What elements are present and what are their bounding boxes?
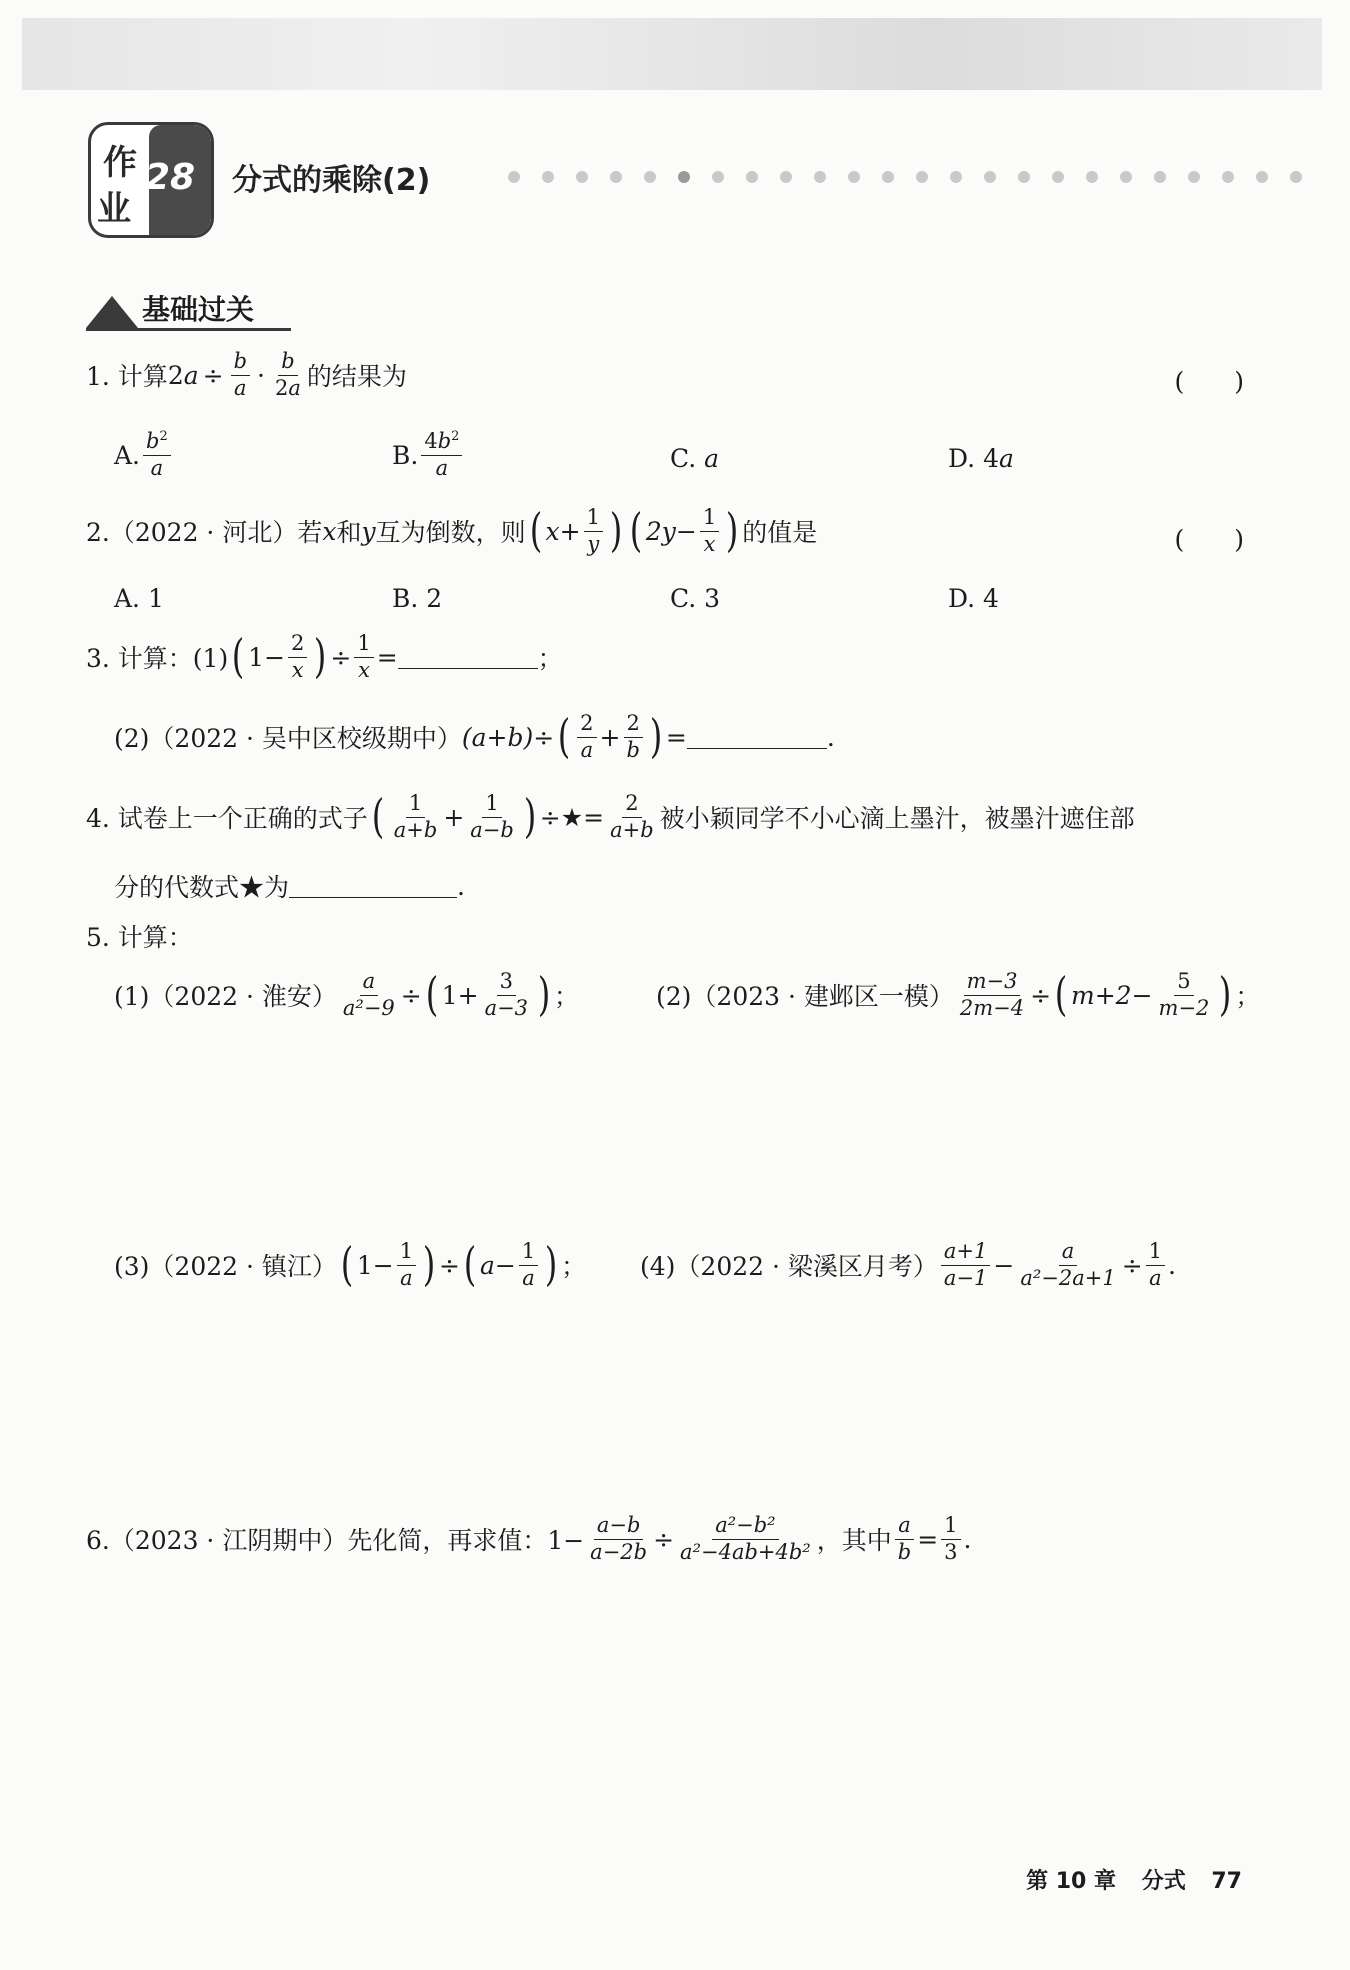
q2-option-d[interactable]: D. 4 <box>948 584 999 613</box>
question-3-part-2: (2)（2022 · 吴中区校级期中） (a+b)÷ ( $\frac{2}{a}$ + $\frac{2}{b}$ ) = . <box>114 709 835 764</box>
section-underline <box>86 328 291 331</box>
section-heading <box>86 288 291 332</box>
fraction: $\frac{b}{a}$ <box>231 350 250 400</box>
answer-blank[interactable] <box>398 646 538 669</box>
badge-number: 28 <box>145 157 196 198</box>
fraction: $\frac{b}{2a}$ <box>274 349 301 400</box>
q1-option-d[interactable]: D. 4 a <box>948 444 1014 473</box>
decorative-dot-row <box>508 171 1302 185</box>
badge-char-2: 业 <box>97 189 131 229</box>
q2-option-c[interactable]: C. 3 <box>670 584 721 613</box>
question-6: 6.（2023 · 江阴期中）先化简，再求值：1− $\frac{a-b}{a-2b}$ ÷ $\frac{\text{a²−b²}}{\text{a²−4ab+4b²}}$ ，其中 $\frac{a}{b}$ = $\frac{1}{3}$ . <box>86 1513 972 1564</box>
q1-option-c[interactable]: C. a <box>670 444 720 473</box>
answer-blank[interactable] <box>289 875 457 898</box>
answer-blank[interactable] <box>687 726 827 749</box>
lesson-title: 分式的乘除(2) <box>232 163 431 198</box>
mountain-icon <box>86 296 138 328</box>
question-2: 2.（2022 · 河北）若 x 和 y 互为倒数，则 ( x+ $\frac{1}{y}$ ) ( 2y− $\frac{1}{x}$ ) 的值是 <box>86 503 818 558</box>
q1-option-b[interactable]: B. $\frac{4b^2}{a}$ <box>392 430 465 480</box>
q2-option-b[interactable]: B. 2 <box>392 584 443 613</box>
question-4: 4. 试卷上一个正确的式子 ( $\frac{1}{a+b}$ + $\frac{1}{a-b}$ ) ÷★= $\frac{2}{a+b}$ 被小颖同学不小心滴上墨汁，被墨汁遮住部 <box>86 789 1135 844</box>
answer-paren-q2: ( ) <box>1174 525 1244 554</box>
q2-option-a[interactable]: A. 1 <box>114 584 164 613</box>
question-3-part-1: 3. 计算：(1) ( 1− $\frac{2}{x}$ ) ÷ $\frac{1}{x}$ = ； <box>86 629 563 684</box>
badge-char-1: 作 <box>103 143 137 183</box>
q1-option-a[interactable]: A. $\frac{b^2}{a}$ <box>114 430 174 480</box>
question-5-part-3: (3)（2022 · 镇江） ( 1− $\frac{1}{a}$ ) ÷ ( a− $\frac{1}{a}$ ) ； <box>114 1237 587 1292</box>
page-number: 77 <box>1211 1869 1242 1894</box>
question-5-part-4: (4)（2022 · 梁溪区月考） $\frac{a+1}{a-1}$ − $\frac{a}{\text{a²−2a+1}}$ ÷ $\frac{1}{a}$ . <box>640 1239 1176 1290</box>
page-top-shadow <box>22 18 1322 90</box>
homework-badge <box>88 122 214 238</box>
question-4-line-2: 分的代数式★为 . <box>114 871 465 902</box>
answer-paren-q1: ( ) <box>1174 367 1244 396</box>
topic-label: 分式 <box>1141 1869 1186 1894</box>
question-5-part-1: (1)（2022 · 淮安） $\frac{a}{\text{a²−9}}$ ÷ ( 1+ $\frac{3}{a-3}$ ) ； <box>114 967 580 1022</box>
chapter-label: 第 10 章 <box>1026 1869 1117 1894</box>
question-1: 1. 计算 2 a ÷ $\frac{b}{a}$ · $\frac{b}{2a}$ 的结果为 <box>86 349 407 400</box>
question-5-title: 5. 计算： <box>86 923 193 952</box>
section-title: 基础过关 <box>142 293 255 326</box>
page-footer <box>1008 1864 1242 1895</box>
question-5-part-2: (2)（2023 · 建邺区一模） $\frac{m-3}{2m-4}$ ÷ ( m+2− $\frac{5}{m-2}$ ) ； <box>656 967 1261 1022</box>
